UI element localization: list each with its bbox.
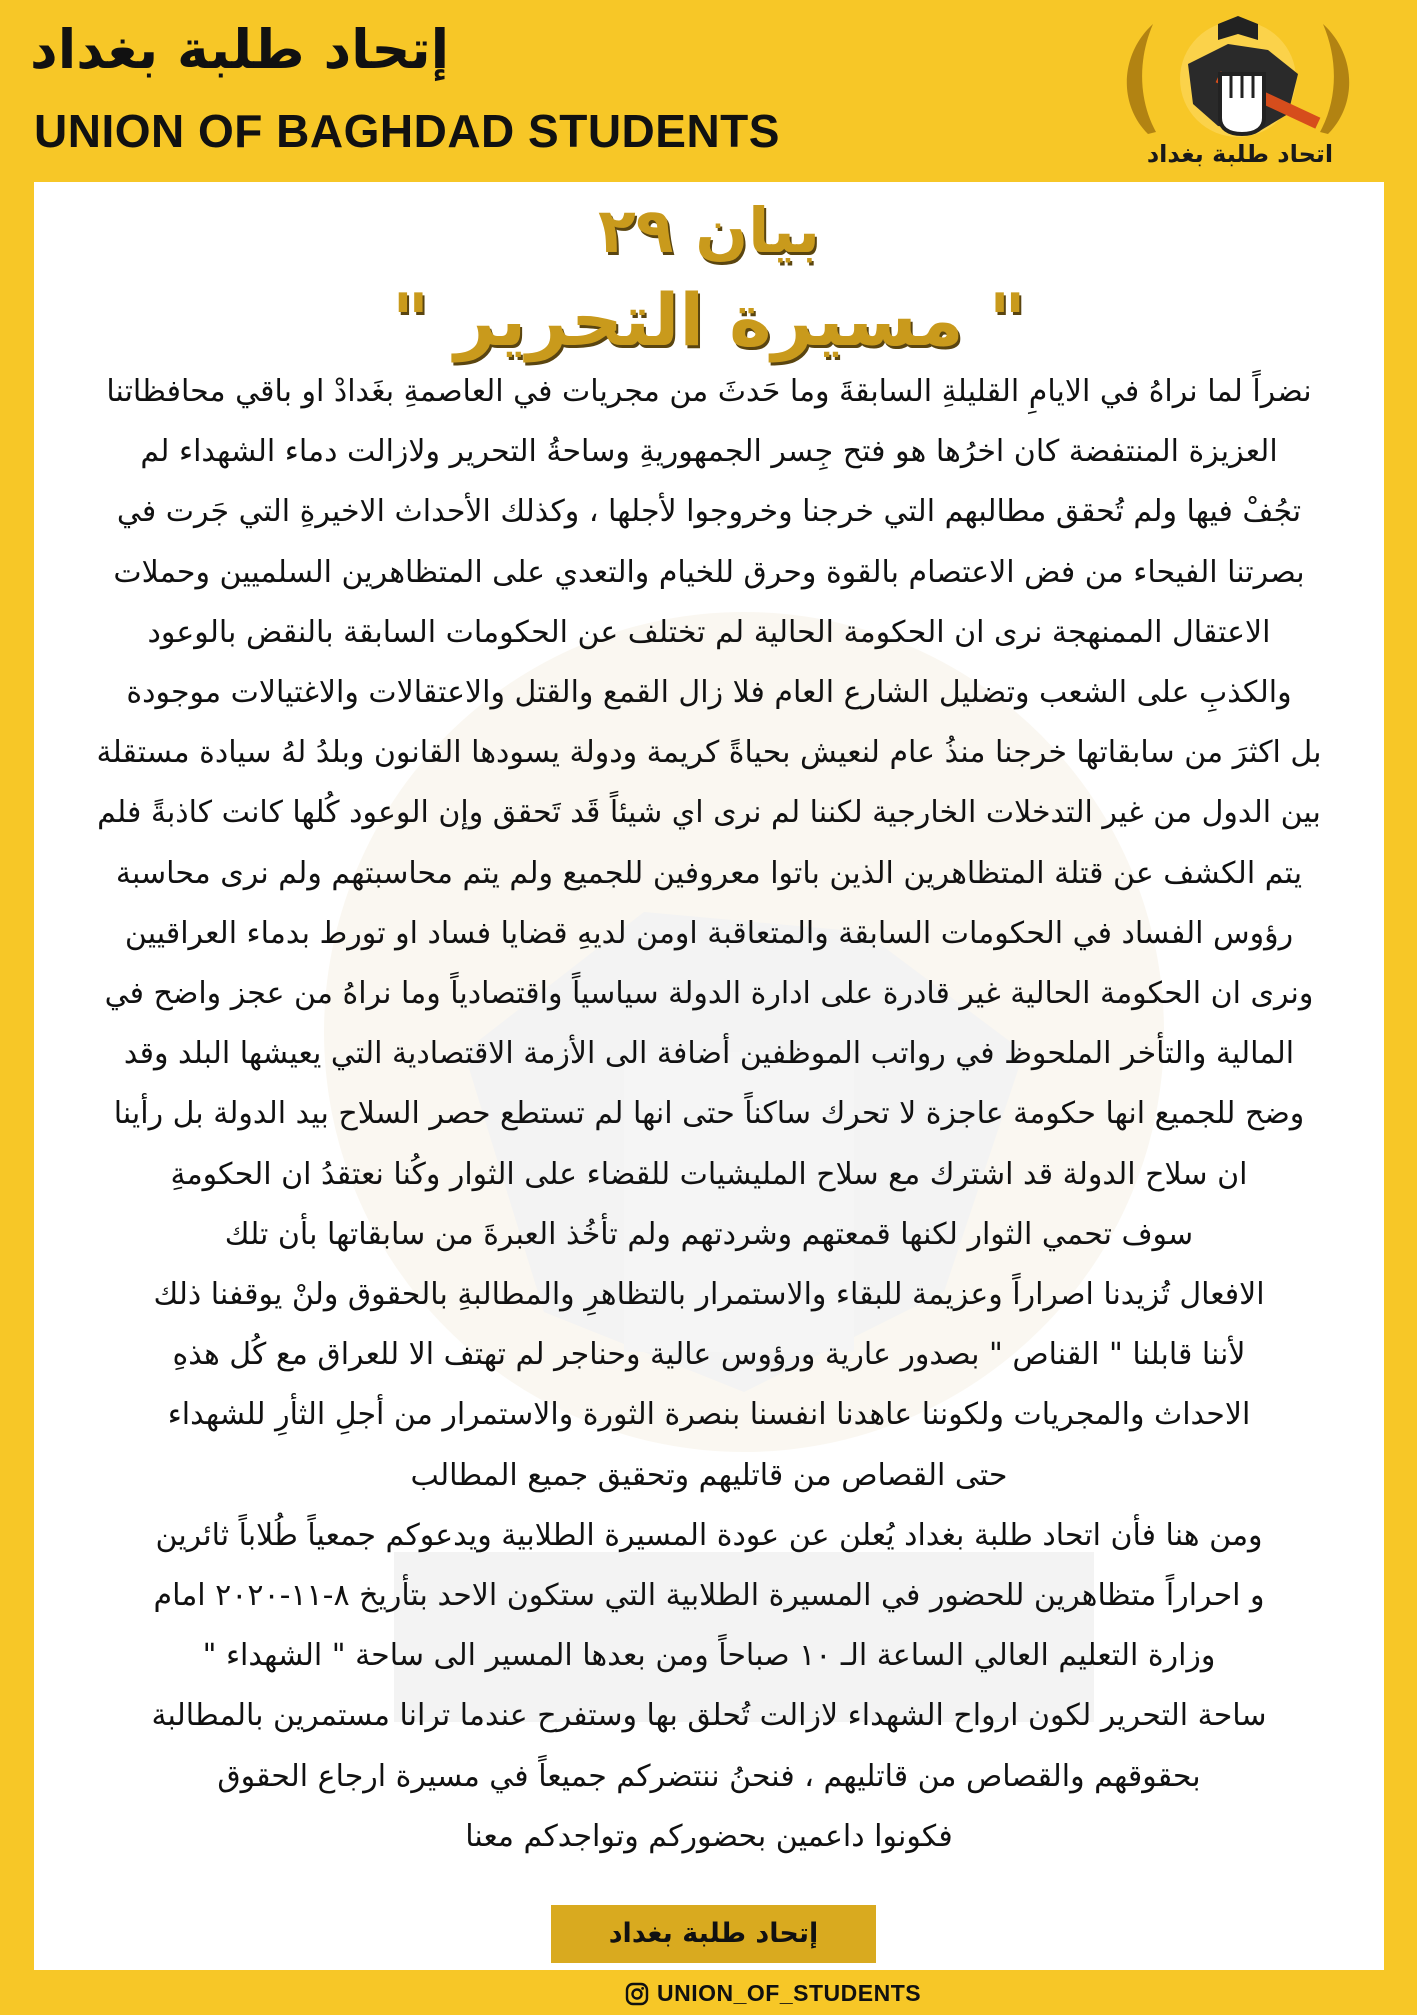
body-line: يتم الكشف عن قتلة المتظاهرين الذين باتوا معروفين للجميع ولم يتم محاسبتهم ولم نرى محاسبة [115, 855, 1303, 891]
body-line: فكونوا داعمين بحضوركم وتواجدكم معنا [465, 1818, 953, 1854]
header-title-arabic: إتحاد طلبة بغداد [30, 18, 450, 81]
body-line: والكذبِ على الشعب وتضليل الشارع العام فلا زال القمع والقتل والاعتقالات والاغتيالات موجودة [126, 675, 1292, 711]
body-line: ونرى ان الحكومة الحالية غير قادرة على ادارة الدولة سياسياً واقتصادياً وما نراهُ من عجز واضح في [104, 976, 1314, 1012]
body-line: سوف تحمي الثوار لكنها قمعتهم وشردتهم ولم تأخُذ العبرةَ من سابقاتها بأن تلك [224, 1216, 1194, 1252]
body-line: الاعتقال الممنهجة نرى ان الحكومة الحالية لم تختلف عن الحكومات السابقة بالنقض بالوعود [147, 614, 1271, 650]
statement-number: بيان ٢٩ [597, 194, 821, 267]
body-line: بحقوقهم والقصاص من قاتليهم ، فنحنُ ننتضركم جميعاً في مسيرة ارجاع الحقوق [217, 1758, 1201, 1794]
body-line: بصرتنا الفيحاء من فض الاعتصام بالقوة وحرق للخيام والتعدي على المتظاهرين السلميين وحملات [113, 554, 1305, 590]
signature-box: إتحاد طلبة بغداد [551, 1905, 876, 1963]
statement-body [64, 362, 1354, 1867]
body-line: العزيزة المنتفضة كان اخرُها هو فتح جِسر الجمهوريةِ وساحةُ التحرير ولازالت دماء الشهداء لم [140, 434, 1278, 470]
body-line: المالية والتأخر الملحوظ في رواتب الموظفين أضافة الى الأزمة الاقتصادية التي يعيشها البلد وقد [123, 1036, 1295, 1072]
body-line: بين الدول من غير التدخلات الخارجية لكننا لم نرى اي شيئاً قَد تَحقق وإن الوعود كُلها كانت كاذبةً فلم [97, 795, 1321, 831]
logo-caption: اتحاد طلبة بغداد [1146, 140, 1334, 168]
body-line: لأننا قابلنا " القناص " بصدور عارية ورؤوس عالية وحناجر لم تهتف الا للعراق مع كُل هذهِ [172, 1337, 1246, 1373]
instagram-handle-row[interactable] [625, 1980, 921, 2007]
header-title-english: UNION OF BAGHDAD STUDENTS [34, 105, 780, 157]
body-line: وضح للجميع انها حكومة عاجزة لا تحرك ساكناً حتى انها لم تستطع حصر السلاح بيد الدولة بل رأينا [113, 1096, 1305, 1132]
body-line: وزارة التعليم العالي الساعة الـ ١٠ صباحاً ومن بعدها المسير الى ساحة " الشهداء " [202, 1638, 1216, 1674]
instagram-handle[interactable]: UNION_OF_STUDENTS [657, 1980, 922, 2006]
body-line: ومن هنا فأن اتحاد طلبة بغداد يُعلن عن عودة المسيرة الطلابية ويدعوكم جمعياً طُلاباً ثائرين [155, 1517, 1263, 1553]
body-line: ان سلاح الدولة قد اشترك مع سلاح المليشيات للقضاء على الثوار وكُنا نعتقدُ ان الحكومةِ [170, 1156, 1248, 1192]
body-line: رؤوس الفساد في الحكومات السابقة والمتعاقبة اومن لديهِ قضايا فساد او تورط بدماء العراقيين [124, 915, 1294, 951]
body-line: نضراً لما نراهُ في الايامِ القليلةِ السابقةَ وما حَدثَ من مجريات في العاصمةِ بغَدادْ او باقي محافظاتنا [106, 374, 1312, 409]
body-line: ساحة التحرير لكون ارواح الشهداء لازالت تُحلق بها وستفرح عندما ترانا مستمرين بالمطالبة [151, 1698, 1267, 1734]
body-line: الافعال تُزيدنا اصراراً وعزيمة للبقاء والاستمرار بالتظاهرِ والمطالبةِ بالحقوق ولنْ يوقفنا ذلك [153, 1277, 1265, 1313]
statement-card [34, 182, 1384, 1970]
instagram-icon [625, 1982, 649, 2006]
body-line: بل اكثرَ من سابقاتها خرجنا منذُ عام لنعيش بحياةً كريمة ودولة يسودها القانون وبلدُ لهُ سيادة مستقلة [96, 735, 1322, 771]
body-line: و احراراً متظاهرين للحضور في المسيرة الطلابية التي ستكون الاحد بتأريخ ٨-١١-٢٠٢٠ امام [153, 1578, 1265, 1614]
body-line: تجُفْ فيها ولم تُحقق مطالبهم التي خرجنا وخروجوا لأجلها ، وكذلك الأحداث الاخيرةِ التي جَرت في [116, 494, 1302, 530]
body-line: الاحداث والمجريات ولكوننا عاهدنا انفسنا بنصرة الثورة والاستمرار من أجلِ الثأرِ للشهداء [167, 1397, 1251, 1433]
body-line: حتى القصاص من قاتليهم وتحقيق جميع المطالب [410, 1457, 1008, 1493]
statement-title: " مسيرة التحرير " [391, 278, 1027, 362]
